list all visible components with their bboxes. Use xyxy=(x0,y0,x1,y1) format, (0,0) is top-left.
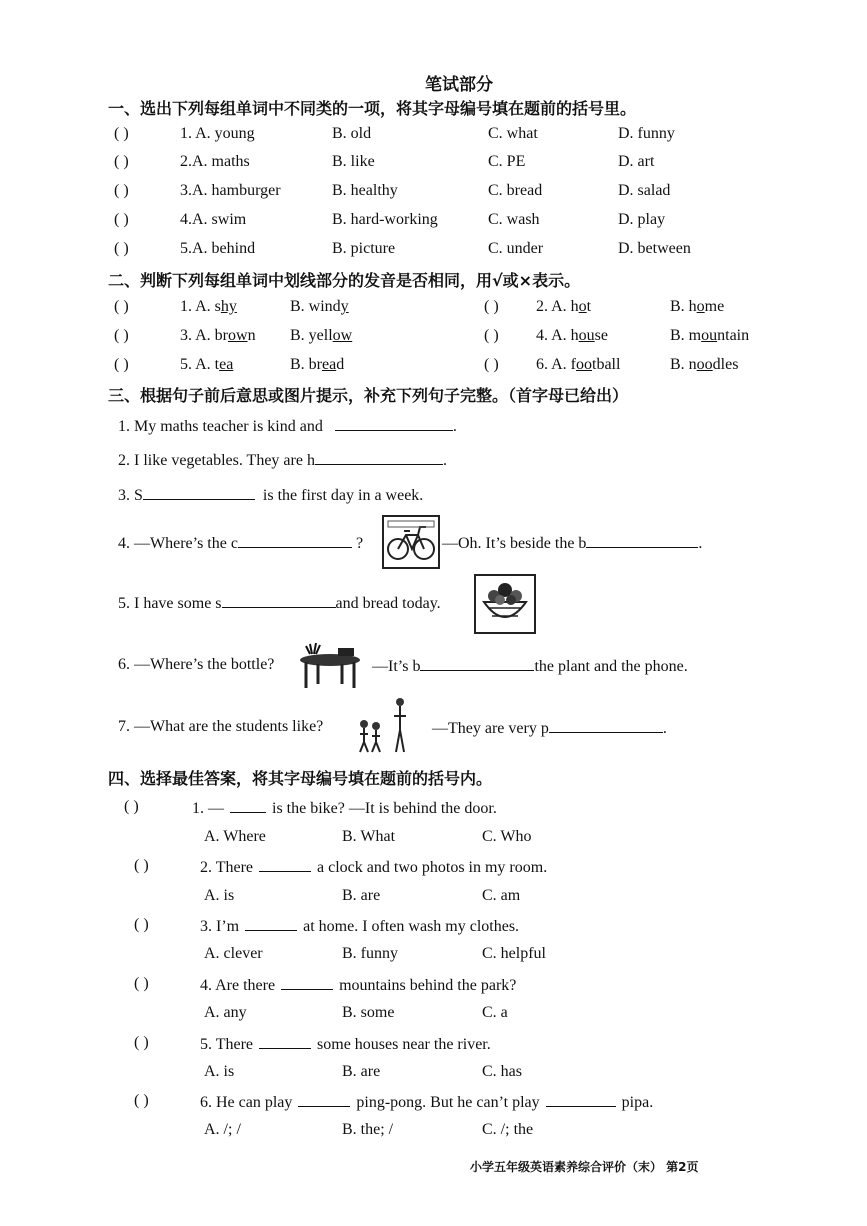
answer-blank[interactable] xyxy=(315,450,443,465)
section4-heading: 四、选择最佳答案，将其字母编号填在题前的括号内。 xyxy=(108,769,493,788)
underlined-letters: oo xyxy=(576,356,592,373)
s3-q4-end: . xyxy=(698,535,703,552)
answer-parenthesis[interactable]: ( ) xyxy=(134,1034,149,1051)
item-number: 6. A. xyxy=(536,356,571,373)
s3-q4-text: 4. —Where’s the c xyxy=(118,535,238,552)
item-number: 2. A. xyxy=(536,298,571,315)
stem-text: some houses near the river. xyxy=(317,1036,491,1053)
answer-parenthesis[interactable]: ( ) xyxy=(114,182,129,199)
question-stem xyxy=(200,975,516,995)
option-d: D. salad xyxy=(618,182,671,199)
stem-text: is the bike? —It is behind the door. xyxy=(272,800,497,817)
s3-q6-text: 6. —Where’s the bottle? xyxy=(118,656,275,673)
s3-question-6 xyxy=(118,656,274,674)
answer-blank[interactable] xyxy=(143,485,255,500)
word-b xyxy=(670,356,738,374)
word-part: f xyxy=(570,356,576,373)
option-a: 1. A. young xyxy=(180,125,255,142)
s3-question-7b xyxy=(432,718,667,738)
stem-text: mountains behind the park? xyxy=(339,977,517,994)
word-b xyxy=(290,298,349,316)
option-b: B. picture xyxy=(332,240,396,257)
word-part: se xyxy=(594,327,608,344)
s3-q1-text: 1. My maths teacher is kind and xyxy=(118,418,323,435)
option-b: B. are xyxy=(342,1063,381,1080)
s3-q3-end: is the first day in a week. xyxy=(262,487,424,504)
option-d: D. between xyxy=(618,240,691,257)
word-a xyxy=(180,356,233,374)
s3-question-2 xyxy=(118,450,447,470)
word-part: B. h xyxy=(670,298,697,315)
stem-text: 5. There xyxy=(200,1036,254,1053)
word-part: t xyxy=(586,298,592,315)
s3-q4-answer-text: —Oh. It’s beside the b xyxy=(442,535,587,552)
option-c: C. /; the xyxy=(482,1121,534,1138)
answer-parenthesis[interactable]: ( ) xyxy=(134,1092,149,1109)
item-number: 1. A. xyxy=(180,298,215,315)
word-b xyxy=(670,298,724,316)
section1-heading: 一、选出下列每组单词中不同类的一项，将其字母编号填在题前的括号里。 xyxy=(108,99,637,118)
option-c: C. under xyxy=(488,240,544,257)
question-stem xyxy=(200,857,547,877)
stem-text: ping-pong. But he can’t play xyxy=(356,1094,540,1111)
s3-q2-text: 2. I like vegetables. They are h xyxy=(118,452,315,469)
s3-question-6b xyxy=(372,656,688,676)
answer-blank[interactable] xyxy=(420,656,534,671)
students-icon xyxy=(354,696,414,754)
underlined-letters: ea xyxy=(322,356,337,373)
word-part: br xyxy=(214,327,228,344)
s3-question-5 xyxy=(118,593,441,613)
bike-picture xyxy=(382,515,440,569)
answer-parenthesis[interactable]: ( ) xyxy=(114,211,129,228)
stem-text: at home. I often wash my clothes. xyxy=(303,918,520,935)
answer-parenthesis[interactable]: ( ) xyxy=(114,240,129,257)
table-picture xyxy=(298,640,362,690)
item-number: 3. A. xyxy=(180,327,215,344)
answer-blank[interactable] xyxy=(259,857,311,872)
s3-q7-end: . xyxy=(662,720,667,737)
option-d: D. play xyxy=(618,211,666,228)
option-b: B. some xyxy=(342,1004,395,1021)
answer-blank[interactable] xyxy=(281,975,333,990)
word-part: h xyxy=(570,327,579,344)
option-c: C. has xyxy=(482,1063,522,1080)
answer-parenthesis[interactable]: ( ) xyxy=(114,125,129,142)
option-b: B. What xyxy=(342,828,396,845)
word-a xyxy=(536,327,608,345)
answer-parenthesis[interactable]: ( ) xyxy=(484,356,499,373)
s3-q7-text: 7. —What are the students like? xyxy=(118,718,324,735)
s3-question-4b xyxy=(442,533,702,553)
answer-blank[interactable] xyxy=(549,718,663,733)
option-a: 5.A. behind xyxy=(180,240,256,257)
word-part: B. yell xyxy=(290,327,333,344)
answer-parenthesis[interactable]: ( ) xyxy=(134,975,149,992)
word-part: t xyxy=(214,356,220,373)
option-a: 2.A. maths xyxy=(180,153,250,170)
answer-parenthesis[interactable]: ( ) xyxy=(134,916,149,933)
stem-text: 1. — xyxy=(192,800,224,817)
s3-question-7 xyxy=(118,718,323,736)
s3-question-3 xyxy=(118,485,423,505)
option-c: C. what xyxy=(488,125,538,142)
option-b: B. like xyxy=(332,153,375,170)
word-b xyxy=(290,327,352,345)
answer-blank[interactable] xyxy=(298,1092,350,1107)
underlined-letters: hy xyxy=(220,298,237,315)
option-a: A. clever xyxy=(204,945,263,962)
word-part: B. n xyxy=(670,356,697,373)
table-icon xyxy=(298,640,362,690)
question-stem xyxy=(200,1034,491,1054)
option-a: A. is xyxy=(204,887,235,904)
underlined-letters: ow xyxy=(228,327,248,344)
word-part: n xyxy=(247,327,256,344)
answer-blank[interactable] xyxy=(586,533,698,548)
option-a: A. /; / xyxy=(204,1121,241,1138)
word-part: tball xyxy=(592,356,621,373)
fruit-basket-icon xyxy=(476,576,534,632)
answer-blank[interactable] xyxy=(230,798,266,813)
word-part: me xyxy=(704,298,725,315)
underlined-letters: ou xyxy=(701,327,718,344)
answer-blank[interactable] xyxy=(222,593,336,608)
section2-heading: 二、判断下列每组单词中划线部分的发音是否相同，用√或×表示。 xyxy=(108,271,581,290)
word-b xyxy=(290,356,344,374)
underlined-letters: ea xyxy=(219,356,234,373)
option-a: A. Where xyxy=(204,828,266,845)
answer-parenthesis[interactable]: ( ) xyxy=(114,327,129,344)
stem-text: 3. I’m xyxy=(200,918,240,935)
option-b: B. healthy xyxy=(332,182,398,199)
option-d: D. funny xyxy=(618,125,675,142)
word-part: dles xyxy=(712,356,739,373)
word-part: s xyxy=(214,298,221,315)
s3-question-1 xyxy=(118,416,457,436)
stem-text: pipa. xyxy=(621,1094,654,1111)
underlined-letters: o xyxy=(578,298,587,315)
s3-q5-end: and bread today. xyxy=(335,595,441,612)
question-stem xyxy=(200,1092,653,1112)
answer-blank[interactable] xyxy=(245,916,297,931)
underlined-letters: ou xyxy=(578,327,595,344)
s3-question-4 xyxy=(118,533,363,553)
option-c: C. bread xyxy=(488,182,543,199)
option-a: A. any xyxy=(204,1004,247,1021)
s3-q3-text: 3. S xyxy=(118,487,143,504)
option-c: C. helpful xyxy=(482,945,546,962)
answer-parenthesis[interactable]: ( ) xyxy=(114,356,129,373)
word-a xyxy=(536,356,620,374)
answer-parenthesis[interactable]: ( ) xyxy=(134,857,149,874)
word-part: d xyxy=(336,356,345,373)
option-c: C. Who xyxy=(482,828,532,845)
answer-parenthesis[interactable]: ( ) xyxy=(124,798,139,815)
bike-icon xyxy=(384,517,438,567)
option-d: D. art xyxy=(618,153,655,170)
option-c: C. wash xyxy=(488,211,540,228)
s3-q7-answer-text: —They are very p xyxy=(432,720,549,737)
s3-q6-answer-text: —It’s b xyxy=(372,658,421,675)
word-a xyxy=(180,298,237,316)
word-part: h xyxy=(570,298,579,315)
word-a xyxy=(536,298,591,316)
answer-parenthesis[interactable]: ( ) xyxy=(114,153,129,170)
option-c: C. am xyxy=(482,887,521,904)
option-a: 3.A. hamburger xyxy=(180,182,281,199)
answer-blank[interactable] xyxy=(546,1092,616,1107)
answer-blank[interactable] xyxy=(335,416,453,431)
stem-text: 6. He can play xyxy=(200,1094,293,1111)
answer-parenthesis[interactable]: ( ) xyxy=(114,298,129,315)
s3-q5-text: 5. I have some s xyxy=(118,595,222,612)
option-b: B. are xyxy=(342,887,381,904)
question-stem xyxy=(200,916,519,936)
item-number: 4. A. xyxy=(536,327,571,344)
underlined-letters: ow xyxy=(332,327,353,344)
option-c: C. PE xyxy=(488,153,526,170)
answer-parenthesis[interactable]: ( ) xyxy=(484,298,499,315)
page-footer: 小学五年级英语素养综合评价（末） 第2页 xyxy=(470,1160,699,1174)
item-number: 5. A. xyxy=(180,356,215,373)
underlined-letters: oo xyxy=(696,356,713,373)
word-b xyxy=(670,327,749,345)
word-part: B. m xyxy=(670,327,702,344)
stem-text: 2. There xyxy=(200,859,254,876)
word-part: B. br xyxy=(290,356,322,373)
answer-blank[interactable] xyxy=(238,533,352,548)
option-a: A. is xyxy=(204,1063,235,1080)
word-a xyxy=(180,327,256,345)
s3-q1-end: . xyxy=(452,418,457,435)
underlined-letters: y xyxy=(340,298,349,315)
s3-q2-end: . xyxy=(442,452,447,469)
s3-q4-qmark: ? xyxy=(355,535,364,552)
stem-text: a clock and two photos in my room. xyxy=(317,859,548,876)
word-part: ntain xyxy=(717,327,750,344)
question-stem xyxy=(192,798,497,818)
option-b: B. funny xyxy=(342,945,398,962)
word-part: B. wind xyxy=(290,298,341,315)
option-c: C. a xyxy=(482,1004,508,1021)
option-b: B. hard-working xyxy=(332,211,438,228)
answer-blank[interactable] xyxy=(259,1034,311,1049)
stem-text: 4. Are there xyxy=(200,977,276,994)
s3-q6-end: the plant and the phone. xyxy=(534,658,688,675)
option-b: B. the; / xyxy=(342,1121,394,1138)
option-b: B. old xyxy=(332,125,372,142)
option-a: 4.A. swim xyxy=(180,211,247,228)
page-title: 笔试部分 xyxy=(425,75,493,95)
section3-heading: 三、根据句子前后意思或图片提示，补充下列句子完整。（首字母已给出） xyxy=(108,386,629,405)
students-picture xyxy=(354,696,414,754)
answer-parenthesis[interactable]: ( ) xyxy=(484,327,499,344)
underlined-letters: o xyxy=(696,298,705,315)
basket-picture xyxy=(474,574,536,634)
